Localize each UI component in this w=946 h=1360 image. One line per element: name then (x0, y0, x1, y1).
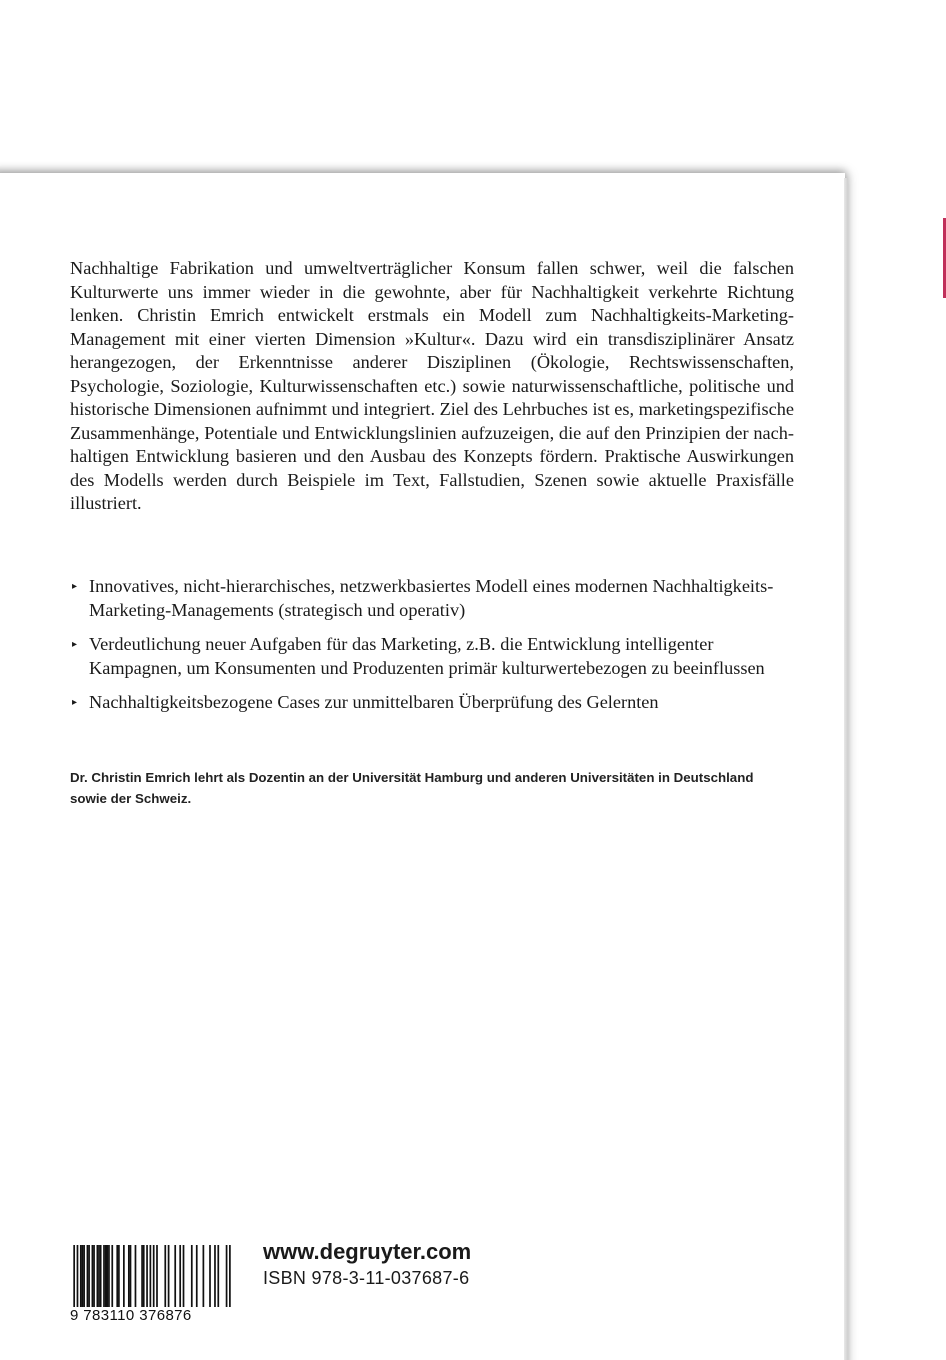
feature-list (72, 575, 794, 726)
barcode-bar (108, 1245, 110, 1307)
barcode-bar (105, 1245, 107, 1307)
barcode-bar (214, 1245, 216, 1307)
barcode-bar (146, 1245, 148, 1307)
barcode-bar (164, 1245, 166, 1307)
feature-item-text: Nachhaltigkeitsbezogene Cases zur unmittelbaren Überprüfung des Gelernten (89, 692, 659, 712)
feature-item (72, 633, 794, 680)
barcode-bar (209, 1245, 211, 1307)
barcode-bar (97, 1245, 99, 1307)
barcode-digits: 9 783110 376876 (70, 1307, 236, 1324)
barcode-bar (191, 1245, 193, 1307)
barcode-bar (143, 1245, 145, 1307)
barcode-bar (196, 1245, 198, 1307)
barcode-bar (106, 1245, 108, 1307)
barcode-bar (130, 1245, 132, 1307)
barcode-bar (135, 1245, 137, 1307)
barcode-bar (88, 1245, 90, 1307)
barcode-bar (179, 1245, 181, 1307)
barcode-bar (98, 1245, 100, 1307)
feature-item (72, 575, 794, 622)
barcode-bar (100, 1245, 102, 1307)
barcode-bar (123, 1245, 125, 1307)
feature-item-text: Verdeutlichung neuer Aufgaben für das Marketing, z.B. die Entwicklung intelligenter Kampagnen, um Konsumenten und Produzenten primär kulturwertebezogen zu beeinflussen (89, 634, 765, 678)
barcode-bar (203, 1245, 205, 1307)
barcode-bar (103, 1245, 105, 1307)
blurb-text: Nachhaltige Fabrikation und umweltverträglicher Konsum fallen schwer, weil die falschen Kulturwerte uns immer wieder in die gewohnte, aber für Nachhaltigkeit verkehrte Richtung lenken. Christin Emrich entwickelt erstmals ein Modell zum Nachhaltigkeits-Marketing-Management mit einer vierten Dimension »Kultur«. Dazu wird ein transdisziplinärer Ansatz herangezogen, der Erkenntnisse anderer Disziplinen (Ökologie, Rechtswissenschaften, Psychologie, Soziologie, Kulturwissenschaften etc.) sowie naturwissenschaftliche, politische und historische Dimensionen aufnimmt und integriert. Ziel des Lehrbuches ist es, marketingspezifische Zusammenhänge, Potentiale und Entwicklungslinien aufzuzeigen, die auf den Prinzipien der nachhaltigen Entwicklung basieren und den Ausbau des Konzepts fördern. Praktische Auswirkungen des Modells werden durch Beispiele im Text, Fallstudien, Szenen sowie aktuelle Praxisfälle illustriert. (70, 258, 794, 513)
barcode-bar (83, 1245, 85, 1307)
triangle-bullet-icon: ▸ (72, 581, 78, 592)
barcode-bar (87, 1245, 89, 1307)
barcode-bar (80, 1245, 82, 1307)
barcode-bar (116, 1245, 118, 1307)
barcode-bar (168, 1245, 170, 1307)
cover-edge-shadow (844, 178, 848, 1360)
triangle-bullet-icon: ▸ (72, 697, 78, 708)
feature-item-text: Innovatives, nicht-hierarchisches, netzwerkbasiertes Modell eines modernen Nachhaltigkeits-Marketing-Managements (strategisch und operativ) (89, 576, 774, 620)
barcode-bar (217, 1245, 219, 1307)
isbn-number: ISBN 978-3-11-037687-6 (263, 1268, 470, 1288)
publisher-url[interactable]: www.degruyter.com (263, 1239, 472, 1264)
barcode-bar (92, 1245, 94, 1307)
barcode-bar (183, 1245, 185, 1307)
author-bio: Dr. Christin Emrich lehrt als Dozentin an der Universität Hamburg und anderen Universitäten in Deutschland sowie der Schweiz. (70, 770, 754, 806)
barcode-bar (174, 1245, 176, 1307)
barcode-bar (111, 1245, 113, 1307)
barcode-bar (93, 1245, 95, 1307)
barcode-bar (141, 1245, 143, 1307)
feature-item (72, 691, 794, 715)
barcode-bar (82, 1245, 84, 1307)
barcode-bar (156, 1245, 158, 1307)
barcode-bar (118, 1245, 120, 1307)
triangle-bullet-icon: ▸ (72, 639, 78, 650)
barcode-bar (128, 1245, 130, 1307)
